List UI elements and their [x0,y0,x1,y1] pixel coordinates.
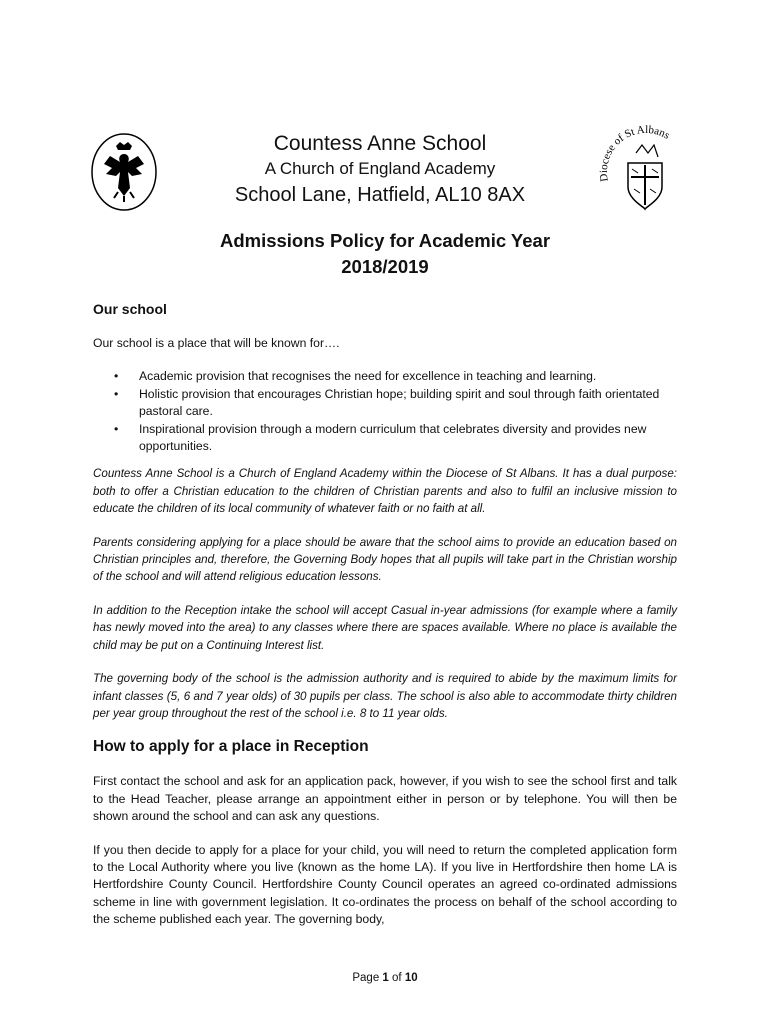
page-current: 1 [382,972,389,984]
school-subtitle: A Church of England Academy [264,159,496,178]
paragraph-contact-school: First contact the school and ask for an application pack, however, if you wish to see the school first and talk to the Head Teacher, please arrange an appointment either in person or by telephone. You will then be shown around the school and can ask any questions. [93,774,677,824]
diocese-logo-text: Diocese of St Albans [598,123,672,183]
school-address: School Lane, Hatfield, AL10 8AX [234,184,526,206]
page-footer [0,972,770,984]
page-of: of [392,972,402,984]
paragraph-apply-home-la: If you then decide to apply for a place for your child, you will need to return the completed application form to the Local Authority where you live (known as the home LA). If you live in Hertfordshire then home LA is Hertfordshire County Council. Hertfordshire County Council operates an agreed co-ordinated admissions scheme in line with government legislation. It co-ordinates the process on behalf of the school according to the scheme published each year. The governing body, [93,842,677,927]
paragraph-casual-admissions: In addition to the Reception intake the school will accept Casual in-year admissions (for example where a family has newly moved into the area) to any classes where there are spaces available. Where no place is available the child may be put on a Continuing Interest list. [93,603,677,652]
paragraph-admission-authority: The governing body of the school is the admission authority and is required to abide by the maximum limits for infant classes (5, 6 and 7 year olds) of 30 pupils per class. The school is also able to accommodate thirty children per year group throughout the rest of the school i.e. 8 to 11 year olds. [93,672,677,720]
letterhead [180,130,580,209]
bullet-icon: • [114,421,119,436]
list-item: • Inspirational provision through a modern curriculum that celebrates diversity and provides new opportunities. [114,421,647,454]
list-item: • Academic provision that recognises the need for excellence in teaching and learning. [139,368,677,385]
diocese-logo [598,123,692,215]
bullet-icon: • [114,386,119,401]
policy-title-line1: Admissions Policy for Academic Year [219,230,551,251]
eagle-crest-icon [90,132,158,212]
paragraph-worship: Parents considering applying for a place should be aware that the school aims to provide an education based on Christian principles and, therefore, the Governing Body hopes that all pupils will take part in the Christian worship of the school and will attend religious education lessons. [93,535,677,584]
school-crest-logo [90,132,158,212]
paragraph-ethos: Countess Anne School is a Church of England Academy within the Diocese of St Albans. It has a dual purpose: both to offer a Christian education to the children of Christian parents and also to fulfil an inclusive mission to educate the children of its local community of whatever faith or no faith at all. [93,467,677,516]
policy-title [100,228,670,280]
document-body [93,300,677,945]
values-list [93,368,677,455]
policy-title-year: 2018/2019 [341,256,429,277]
intro-paragraph: Our school is a place that will be known for…. [93,336,340,350]
list-item: • Holistic provision that encourages Christian hope; building spirit and soul through faith orientated pastoral care. [114,386,660,419]
page-total: 10 [404,972,418,984]
school-name: Countess Anne School [273,132,487,155]
diocese-shield-icon [598,123,692,215]
page-label: Page [352,972,380,984]
section-heading-reception: How to apply for a place in Reception [93,738,369,756]
svg-text:Diocese of St Albans [598,124,672,182]
bullet-icon: • [114,369,119,384]
section-heading-our-school: Our school [93,301,167,317]
